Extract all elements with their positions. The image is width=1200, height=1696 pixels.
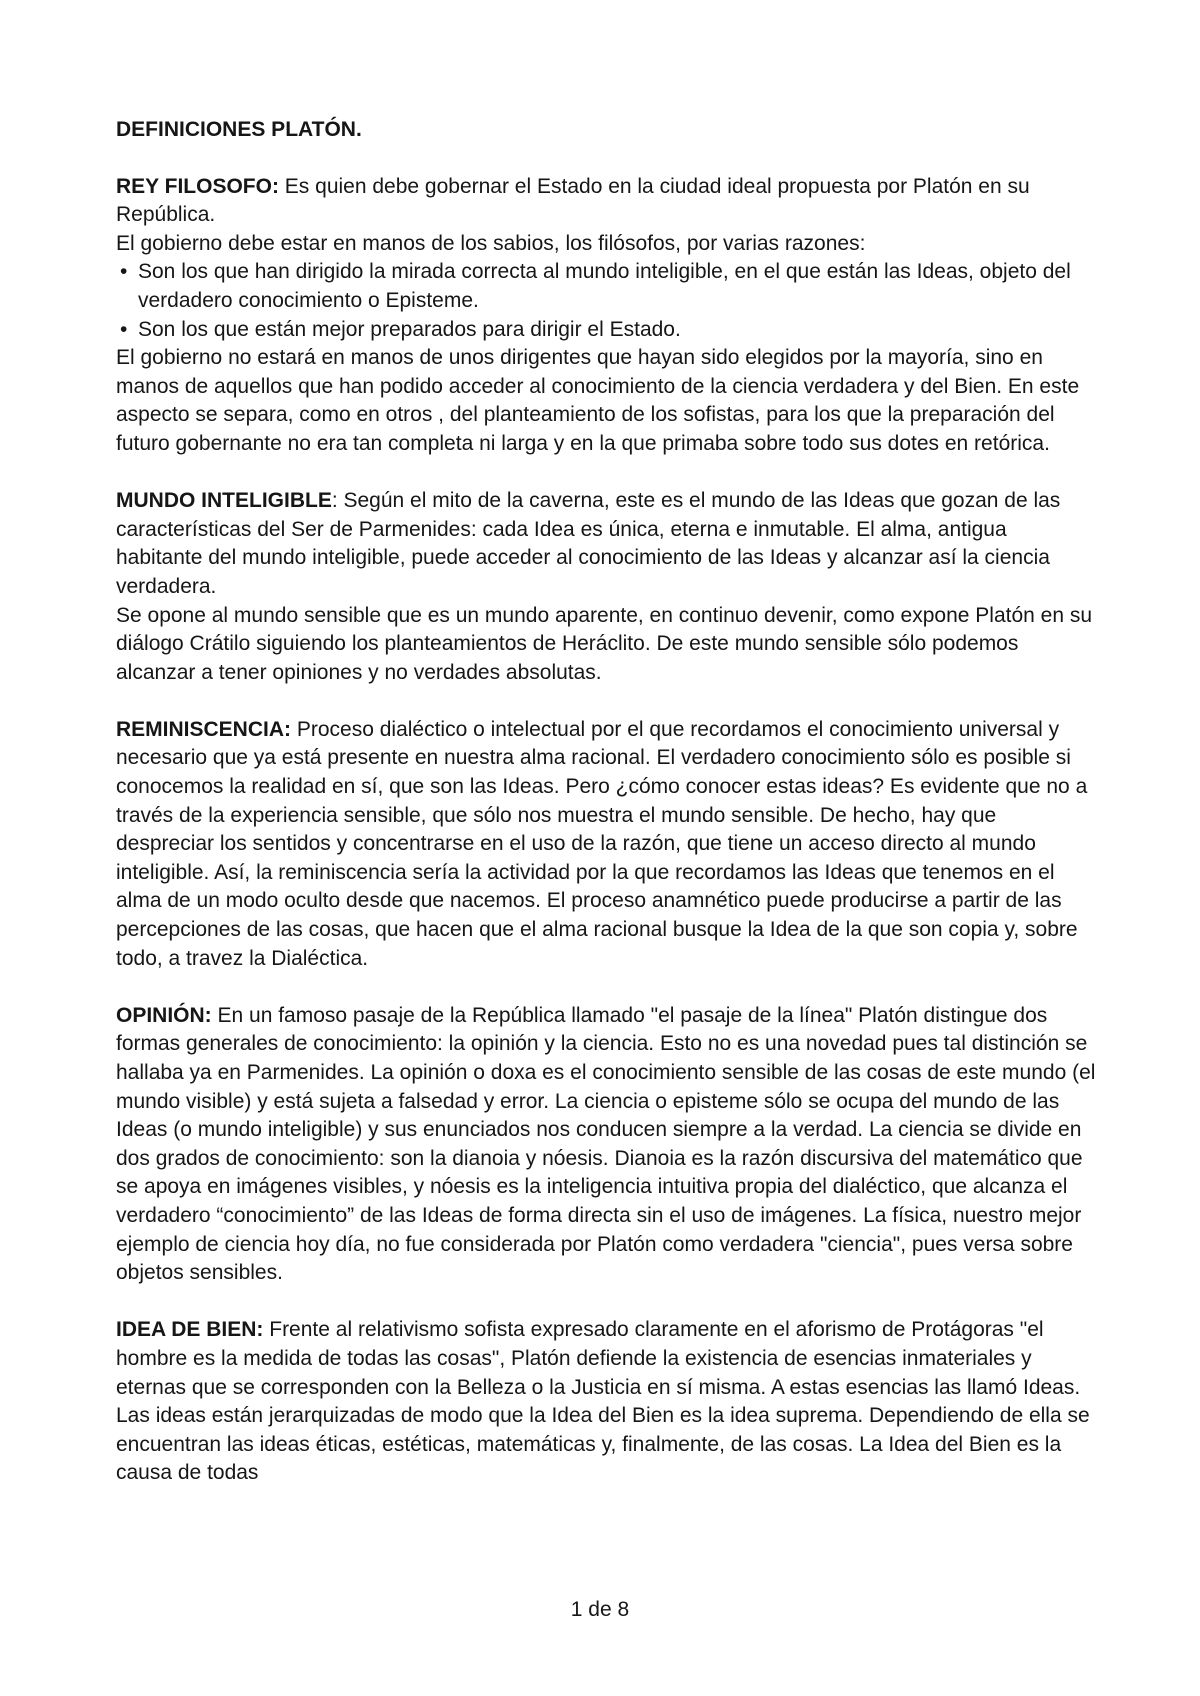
- paragraph: [116, 487, 1096, 601]
- term-heading: OPINIÓN:: [116, 1003, 212, 1027]
- bullet-list: [116, 258, 1096, 344]
- document-page: [116, 116, 1096, 1517]
- list-item: [116, 258, 1096, 315]
- paragraph-text: El gobierno debe estar en manos de los sabios, los filósofos, por varias razones:: [116, 231, 866, 255]
- page-number: 1 de 8: [570, 1598, 630, 1621]
- paragraph: [116, 1316, 1096, 1488]
- document-title: DEFINICIONES PLATÓN.: [116, 118, 362, 141]
- term-heading: REY FILOSOFO:: [116, 174, 279, 198]
- section-reminiscencia: [116, 716, 1096, 973]
- paragraph-text: Proceso dialéctico o intelectual por el que recordamos el conocimiento universal y necesario que ya está presente en nuestra alma racional. El verdadero conocimiento sólo es posible si conocemos la realidad en sí, que son las Ideas. Pero ¿cómo conocer estas ideas? Es evidente que no a través de la experiencia sensible, que sólo nos muestra el mundo sensible. De hecho, hay que despreciar los sentidos y concentrarse en el uso de la razón, que tiene un acceso directo al mundo inteligible. Así, la reminiscencia sería la actividad por la que recordamos las Ideas que tenemos en el alma de un modo oculto desde que nacemos. El proceso anamnético puede producirse a partir de las percepciones de las cosas, que hacen que el alma racional busque la Idea de la que son copia y, sobre todo, a travez la Dialéctica.: [116, 717, 1088, 970]
- paragraph-text: : Según el mito de la caverna, este es el mundo de las Ideas que gozan de las características del Ser de Parmenides: cada Idea es única, eterna e inmutable. El alma, antigua habitante del mundo inteligible, puede acceder al conocimiento de las Ideas y alcanzar así la ciencia verdadera.: [116, 489, 1061, 598]
- section-idea-de-bien: [116, 1316, 1096, 1488]
- list-item-text: Son los que están mejor preparados para dirigir el Estado.: [138, 317, 681, 341]
- paragraph-text: Frente al relativismo sofista expresado claramente en el aforismo de Protágoras "el hombre es la medida de todas las cosas", Platón defiende la existencia de esencias inmateriales y eternas que se corresponden con la Belleza o la Justicia en sí misma. A estas esencias las llamó Ideas. Las ideas están jerarquizadas de modo que la Idea del Bien es la idea suprema. Dependiendo de ella se encuentran las ideas éticas, estéticas, matemáticas y, finalmente, de las cosas. La Idea del Bien es la causa de todas: [116, 1318, 1090, 1485]
- bullet-icon: •: [120, 260, 128, 284]
- section-rey-filosofo: [116, 173, 1096, 459]
- bullet-icon: •: [120, 317, 128, 341]
- paragraph: [116, 1002, 1096, 1288]
- list-item: [116, 316, 1096, 345]
- term-heading: REMINISCENCIA:: [116, 717, 292, 741]
- term-heading: IDEA DE BIEN:: [116, 1318, 264, 1342]
- term-heading: MUNDO INTELIGIBLE: [116, 489, 332, 513]
- paragraph: [116, 173, 1096, 230]
- paragraph: [116, 716, 1096, 973]
- list-item-text: Son los que han dirigido la mirada correcta al mundo inteligible, en el que están las Ideas, objeto del verdadero conocimiento o Episteme.: [138, 260, 1071, 312]
- paragraph-text: Es quien debe gobernar el Estado en la ciudad ideal propuesta por Platón en su República.: [116, 174, 1030, 227]
- paragraph-text: En un famoso pasaje de la República llamado "el pasaje de la línea" Platón distingue dos formas generales de conocimiento: la opinión y la ciencia. Esto no es una novedad pues tal distinción se hallaba ya en Parmenides. La opinión o doxa es el conocimiento sensible de las cosas de este mundo (el mundo visible) y está sujeta a falsedad y error. La ciencia o episteme sólo se ocupa del mundo de las Ideas (o mundo inteligible) y sus enunciados nos conducen siempre a la verdad. La ciencia se divide en dos grados de conocimiento: son la dianoia y nóesis. Dianoia es la razón discursiva del matemático que se apoya en imágenes visibles, y nóesis es la inteligencia intuitiva propia del dialéctico, que alcanza el verdadero “conocimiento” de las Ideas de forma directa sin el uso de imágenes. La física, nuestro mejor ejemplo de ciencia hoy día, no fue considerada por Platón como verdadera "ciencia", pues versa sobre objetos sensibles.: [116, 1003, 1096, 1285]
- section-opinion: [116, 1002, 1096, 1288]
- paragraph-text: Se opone al mundo sensible que es un mundo aparente, en continuo devenir, como expone Platón en su diálogo Crátilo siguiendo los planteamientos de Heráclito. De este mundo sensible sólo podemos alcanzar a tener opiniones y no verdades absolutas.: [116, 603, 1093, 684]
- section-mundo-inteligible: [116, 487, 1096, 687]
- paragraph-text: El gobierno no estará en manos de unos dirigentes que hayan sido elegidos por la mayoría, sino en manos de aquellos que han podido acceder al conocimiento de la ciencia verdadera y del Bien. En este aspecto se separa, como en otros , del planteamiento de los sofistas, para los que la preparación del futuro gobernante no era tan completa ni larga y en la que primaba sobre todo sus dotes en retórica.: [116, 346, 1080, 455]
